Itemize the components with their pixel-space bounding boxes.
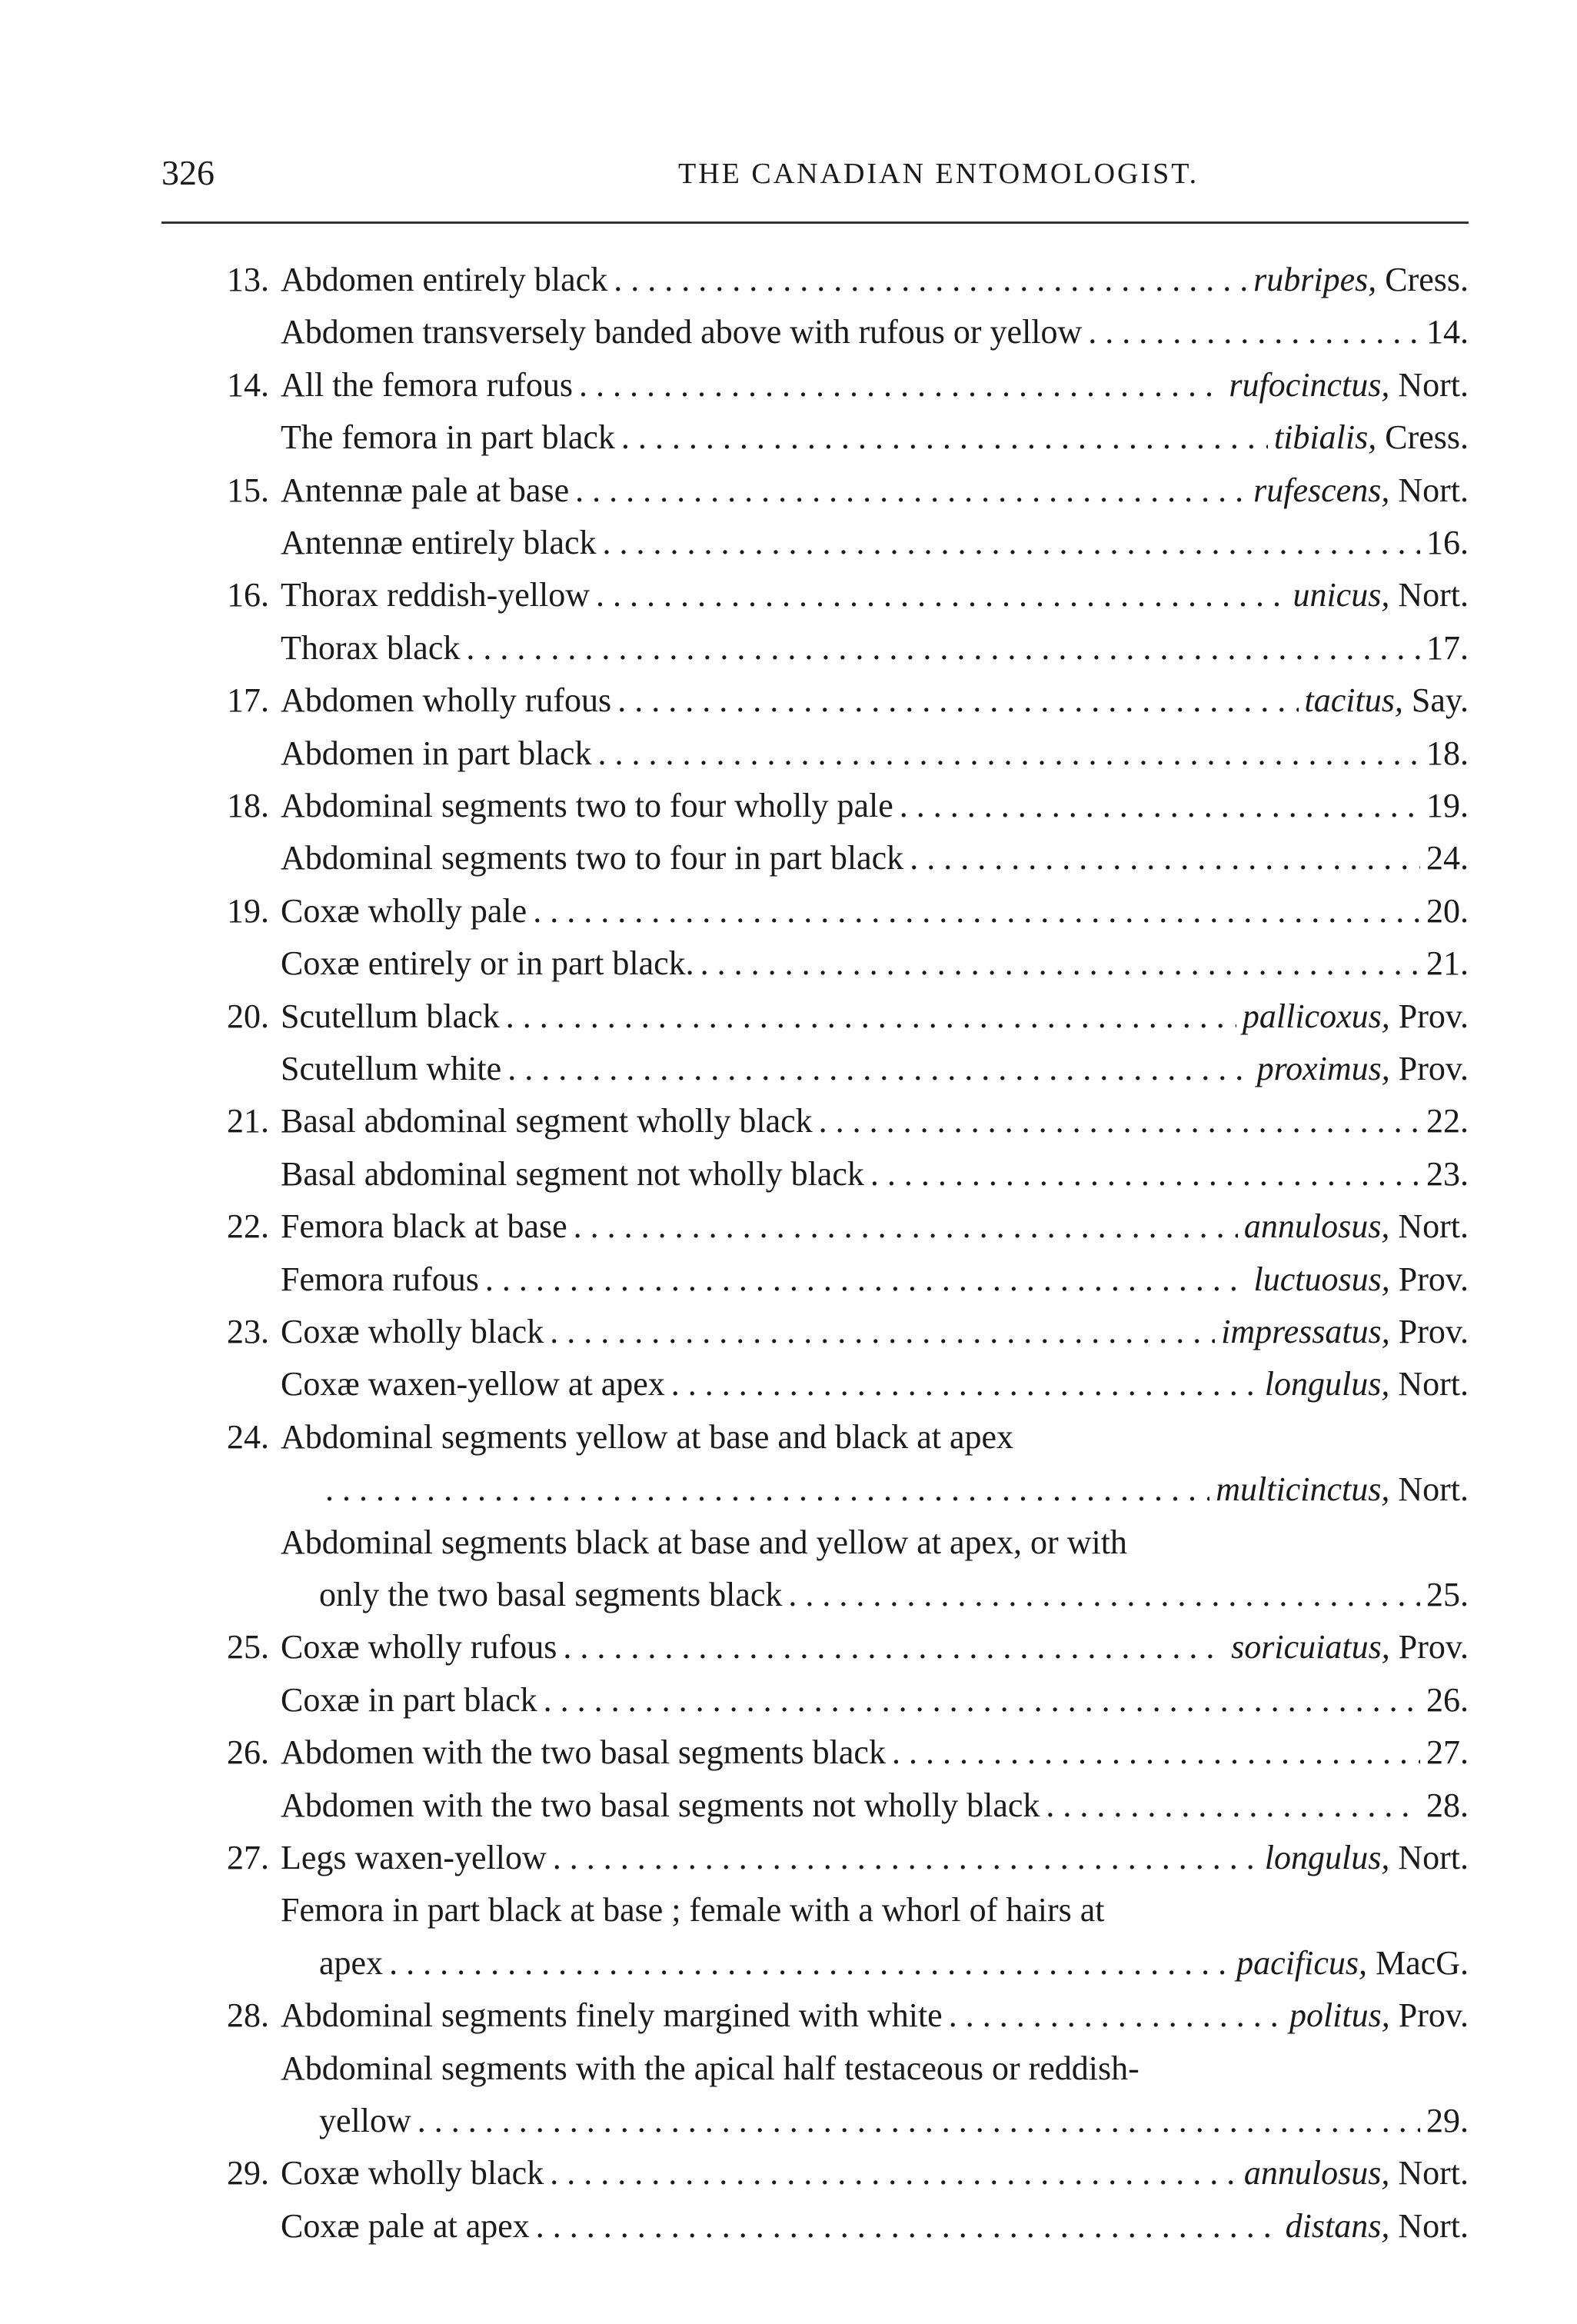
taxon-name: luctuosus, — [1253, 1260, 1390, 1298]
dot-leader — [550, 1306, 1215, 1358]
key-result — [1253, 464, 1469, 517]
couplet-number: 18. — [227, 787, 269, 824]
character-description: Thorax reddish-yellow — [281, 576, 590, 614]
couplet-number: 15. — [227, 471, 269, 509]
dot-leader — [579, 359, 1223, 411]
key-line-content — [281, 306, 1469, 358]
taxon-author: Nort. — [1398, 576, 1469, 614]
key-line — [0, 622, 1577, 674]
couplet-number: 28. — [227, 1996, 269, 2035]
dot-leader — [671, 1358, 1259, 1410]
dot-leader — [533, 885, 1420, 937]
key-line-content — [281, 1884, 1469, 1936]
key-line — [0, 1148, 1577, 1200]
next-couplet-ref: 16. — [1426, 524, 1469, 561]
taxon-name: pallicoxus, — [1242, 997, 1390, 1035]
key-result — [1426, 622, 1469, 674]
key-line-content — [281, 991, 1469, 1043]
key-line-content — [281, 1254, 1469, 1306]
couplet-number: 26. — [227, 1733, 269, 1772]
key-line-content — [281, 727, 1469, 780]
character-description: apex — [319, 1943, 384, 1982]
character-description: Legs waxen-yellow — [281, 1839, 547, 1876]
key-line — [0, 1884, 1577, 1936]
taxon-author: Nort. — [1398, 1207, 1469, 1246]
dot-leader — [536, 2200, 1279, 2252]
dot-leader — [596, 569, 1286, 621]
character-description: Coxæ in part black — [281, 1680, 537, 1719]
character-description: Thorax black — [281, 628, 461, 667]
character-description: Basal abdominal segment not wholly black — [281, 1154, 864, 1193]
taxon-name: rufocinctus, — [1229, 365, 1390, 404]
character-description: Femora black at base — [281, 1207, 567, 1246]
taxon-name: rubripes, — [1253, 261, 1377, 298]
key-line-content — [281, 832, 1469, 884]
character-description: Coxæ waxen-yellow at apex — [281, 1365, 665, 1403]
taxon-name: distans, — [1285, 2206, 1390, 2245]
dot-leader — [325, 1463, 1209, 1516]
key-line-content — [319, 2095, 1469, 2147]
dot-leader — [900, 780, 1420, 832]
key-line-content — [281, 937, 1469, 990]
key-line — [0, 1254, 1577, 1306]
character-description: Abdominal segments black at base and yellow at apex, or with — [281, 1523, 1127, 1561]
next-couplet-ref: 24. — [1426, 839, 1469, 877]
taxon-author: Nort. — [1398, 1470, 1469, 1509]
key-line-content — [319, 1937, 1469, 1989]
key-line — [0, 2147, 1577, 2199]
key-line-content — [281, 517, 1469, 569]
key-line — [0, 517, 1577, 569]
next-couplet-ref: 19. — [1426, 787, 1469, 824]
character-description: yellow — [319, 2102, 411, 2139]
character-description: Abdominal segments two to four wholly pale — [281, 787, 893, 824]
key-line-content — [281, 674, 1469, 727]
character-description: Coxæ wholly pale — [281, 891, 527, 930]
taxon-author: Prov. — [1398, 1996, 1469, 2035]
key-result — [1426, 885, 1469, 937]
key-line — [0, 1937, 1577, 1989]
key-line-content — [281, 1358, 1469, 1410]
couplet-number: 13. — [227, 261, 269, 298]
taxon-author: Prov. — [1398, 1260, 1469, 1298]
taxon-author: Nort. — [1398, 1365, 1469, 1403]
next-couplet-ref: 27. — [1426, 1733, 1469, 1772]
dot-leader — [550, 2147, 1238, 2199]
key-line — [0, 1832, 1577, 1884]
taxon-name: annulosus, — [1243, 1207, 1390, 1246]
character-description: All the femora rufous — [281, 365, 573, 404]
character-description: Abdominal segments two to four in part black — [281, 839, 904, 877]
key-line-content — [281, 1726, 1469, 1779]
key-line-content — [281, 1043, 1469, 1095]
couplet-number: 27. — [227, 1839, 269, 1876]
key-line-content — [281, 1200, 1469, 1253]
dot-leader — [575, 464, 1247, 517]
dot-leader — [597, 727, 1420, 780]
key-result — [1216, 1463, 1469, 1516]
key-line — [0, 1674, 1577, 1726]
key-line — [0, 780, 1577, 832]
key-line — [0, 1306, 1577, 1358]
key-result — [1426, 517, 1469, 569]
key-line-content — [281, 569, 1469, 621]
key-line-content — [281, 1517, 1469, 1569]
character-description: Coxæ pale at apex — [281, 2206, 530, 2245]
dot-leader — [700, 937, 1420, 990]
key-result — [1253, 254, 1469, 306]
key-line — [0, 1517, 1577, 1569]
taxon-name: annulosus, — [1243, 2154, 1390, 2192]
header-rule — [161, 221, 1469, 224]
taxon-author: Cress. — [1385, 261, 1469, 298]
key-result — [1254, 1254, 1469, 1306]
next-couplet-ref: 25. — [1426, 1576, 1469, 1613]
taxon-author: MacG. — [1376, 1943, 1469, 1982]
taxon-name: pacificus, — [1236, 1943, 1368, 1982]
dot-leader — [507, 1043, 1250, 1095]
couplet-number: 16. — [227, 576, 269, 614]
taxon-author: Nort. — [1398, 2154, 1469, 2192]
key-line — [0, 1989, 1577, 2042]
key-line-content — [319, 1463, 1469, 1516]
dot-leader — [553, 1832, 1259, 1884]
key-result — [1265, 1358, 1469, 1410]
key-line-content — [281, 1674, 1469, 1726]
key-line — [0, 306, 1577, 358]
character-description: Abdominal segments finely margined with white — [281, 1996, 943, 2035]
key-result — [1426, 1780, 1469, 1832]
taxon-name: multicinctus, — [1216, 1470, 1390, 1509]
key-line-content — [281, 1989, 1469, 2042]
next-couplet-ref: 14. — [1426, 313, 1469, 351]
next-couplet-ref: 23. — [1426, 1154, 1469, 1193]
character-description: Abdomen in part black — [281, 734, 592, 772]
character-description: Antennæ pale at base — [281, 471, 570, 509]
key-line-content — [281, 780, 1469, 832]
key-line — [0, 1726, 1577, 1779]
couplet-number: 25. — [227, 1628, 269, 1666]
key-result — [1426, 1674, 1469, 1726]
taxon-name: unicus, — [1293, 576, 1390, 614]
key-result — [1305, 674, 1469, 727]
key-line — [0, 832, 1577, 884]
key-line-content — [281, 885, 1469, 937]
dot-leader — [466, 622, 1420, 674]
key-line-content — [281, 411, 1469, 464]
key-line-content — [281, 2200, 1469, 2252]
couplet-number: 24. — [227, 1417, 269, 1456]
taxon-author: Prov. — [1398, 1628, 1469, 1666]
key-result — [1286, 2200, 1469, 2252]
next-couplet-ref: 17. — [1426, 628, 1469, 667]
key-result — [1426, 1569, 1469, 1621]
key-line-content — [281, 2147, 1469, 2199]
couplet-number: 17. — [227, 681, 269, 720]
key-result — [1426, 1095, 1469, 1147]
next-couplet-ref: 28. — [1426, 1786, 1469, 1824]
running-head: THE CANADIAN ENTOMOLOGIST. — [678, 158, 1199, 190]
character-description: only the two basal segments black — [319, 1576, 783, 1613]
key-result — [1243, 991, 1469, 1043]
dot-leader — [621, 411, 1268, 464]
key-line-content — [281, 1780, 1469, 1832]
key-result — [1289, 1989, 1469, 2042]
character-description: Antennæ entirely black — [281, 524, 597, 561]
character-description: The femora in part black — [281, 418, 615, 457]
key-line — [0, 1358, 1577, 1410]
key-line-content — [281, 1148, 1469, 1200]
key-line — [0, 254, 1577, 306]
key-line-content — [281, 1411, 1469, 1463]
key-line — [0, 1463, 1577, 1516]
key-line-content — [281, 622, 1469, 674]
key-line — [0, 1043, 1577, 1095]
key-line — [0, 727, 1577, 780]
taxon-name: tibialis, — [1273, 418, 1377, 457]
key-result — [1426, 780, 1469, 832]
key-result — [1244, 2147, 1469, 2199]
taxon-author: Prov. — [1398, 1050, 1469, 1087]
key-line — [0, 885, 1577, 937]
dot-leader — [485, 1254, 1248, 1306]
key-line — [0, 1411, 1577, 1463]
key-result — [1229, 359, 1469, 411]
next-couplet-ref: 29. — [1426, 2102, 1469, 2139]
next-couplet-ref: 22. — [1426, 1102, 1469, 1140]
key-result — [1231, 1621, 1469, 1673]
taxon-name: tacitus, — [1304, 681, 1403, 720]
key-line — [0, 464, 1577, 517]
key-line — [0, 1621, 1577, 1673]
character-description: Coxæ entirely or in part black. — [281, 944, 694, 983]
key-line-content — [281, 1621, 1469, 1673]
taxon-name: politus, — [1289, 1996, 1390, 2035]
key-line — [0, 359, 1577, 411]
key-line — [0, 2200, 1577, 2252]
character-description: Abdomen with the two basal segments not wholly black — [281, 1786, 1040, 1824]
key-line — [0, 1569, 1577, 1621]
character-description: Abdomen wholly rufous — [281, 681, 612, 720]
couplet-number: 20. — [227, 997, 269, 1035]
character-description: Coxæ wholly rufous — [281, 1628, 557, 1666]
taxon-author: Prov. — [1398, 997, 1469, 1035]
next-couplet-ref: 18. — [1426, 734, 1469, 772]
dot-leader — [389, 1937, 1230, 1989]
key-line-content — [281, 359, 1469, 411]
key-line-content — [281, 1095, 1469, 1147]
taxon-author: Nort. — [1398, 365, 1469, 404]
key-line-content — [281, 254, 1469, 306]
key-line — [0, 674, 1577, 727]
couplet-number: 19. — [227, 891, 269, 930]
dot-leader — [788, 1569, 1420, 1621]
character-description: Coxæ wholly black — [281, 2154, 544, 2192]
taxon-author: Nort. — [1398, 1839, 1469, 1876]
dot-leader — [544, 1674, 1420, 1726]
dot-leader — [563, 1621, 1225, 1673]
key-result — [1426, 1726, 1469, 1779]
key-result — [1426, 937, 1469, 990]
key-line — [0, 2095, 1577, 2147]
taxon-name: impressatus, — [1221, 1313, 1390, 1350]
dot-leader — [574, 1200, 1238, 1253]
taxon-author: Prov. — [1398, 1313, 1469, 1350]
next-couplet-ref: 21. — [1426, 944, 1469, 983]
key-line-content — [281, 464, 1469, 517]
key-result — [1426, 727, 1469, 780]
key-result — [1426, 1148, 1469, 1200]
key-line — [0, 1200, 1577, 1253]
character-description: Femora in part black at base ; female with a whorl of hairs at — [281, 1891, 1105, 1929]
character-description: Scutellum white — [281, 1050, 502, 1087]
couplet-number: 23. — [227, 1313, 269, 1350]
character-description: Scutellum black — [281, 997, 500, 1035]
taxon-author: Say. — [1411, 681, 1469, 720]
taxon-author: Nort. — [1398, 471, 1469, 509]
character-description: Basal abdominal segment wholly black — [281, 1102, 813, 1140]
key-line — [0, 411, 1577, 464]
key-result — [1236, 1937, 1469, 1989]
key-line — [0, 991, 1577, 1043]
next-couplet-ref: 26. — [1426, 1680, 1469, 1719]
dot-leader — [617, 674, 1298, 727]
next-couplet-ref: 20. — [1426, 891, 1469, 930]
taxon-author: Cress. — [1385, 418, 1469, 457]
page-number: 326 — [161, 153, 215, 192]
key-result — [1426, 832, 1469, 884]
dot-leader — [1046, 1780, 1420, 1832]
key-result — [1293, 569, 1469, 621]
character-description: Abdominal segments yellow at base and black at apex — [281, 1417, 1014, 1456]
key-line-content — [281, 1832, 1469, 1884]
dot-leader — [910, 832, 1420, 884]
key-result — [1274, 411, 1469, 464]
key-result — [1257, 1043, 1469, 1095]
couplet-number: 21. — [227, 1102, 269, 1140]
character-description: Abdomen entirely black — [281, 261, 608, 298]
taxon-name: proximus, — [1256, 1050, 1390, 1087]
character-description: Abdominal segments with the apical half testaceous or reddish- — [281, 2049, 1139, 2087]
key-line-content — [281, 2043, 1469, 2095]
couplet-number: 22. — [227, 1207, 269, 1246]
dot-leader — [418, 2095, 1420, 2147]
key-result — [1265, 1832, 1469, 1884]
key-result — [1426, 306, 1469, 358]
key-line — [0, 569, 1577, 621]
dot-leader — [870, 1148, 1420, 1200]
taxon-name: longulus, — [1264, 1365, 1390, 1403]
couplet-number: 14. — [227, 365, 269, 404]
dot-leader — [949, 1989, 1283, 2042]
taxon-name: longulus, — [1264, 1839, 1390, 1876]
key-line — [0, 2043, 1577, 2095]
key-line-content — [319, 1569, 1469, 1621]
character-description: Femora rufous — [281, 1260, 479, 1298]
key-result — [1244, 1200, 1469, 1253]
character-description: Abdomen transversely banded above with rufous or yellow — [281, 313, 1083, 351]
taxon-name: rufescens, — [1253, 471, 1390, 509]
dot-leader — [603, 517, 1420, 569]
key-result — [1426, 2095, 1469, 2147]
character-description: Coxæ wholly black — [281, 1313, 544, 1350]
dot-leader — [819, 1095, 1420, 1147]
page-header — [161, 152, 1469, 206]
key-result — [1221, 1306, 1469, 1358]
dot-leader — [1088, 306, 1420, 358]
dot-leader — [506, 991, 1236, 1043]
taxon-name: soricuiatus, — [1231, 1628, 1390, 1666]
key-line — [0, 1780, 1577, 1832]
key-line-content — [281, 1306, 1469, 1358]
key-line — [0, 937, 1577, 990]
dot-leader — [892, 1726, 1420, 1779]
key-line — [0, 1095, 1577, 1147]
dot-leader — [614, 254, 1247, 306]
couplet-number: 29. — [227, 2154, 269, 2192]
character-description: Abdomen with the two basal segments black — [281, 1733, 886, 1772]
taxon-author: Nort. — [1398, 2206, 1469, 2245]
